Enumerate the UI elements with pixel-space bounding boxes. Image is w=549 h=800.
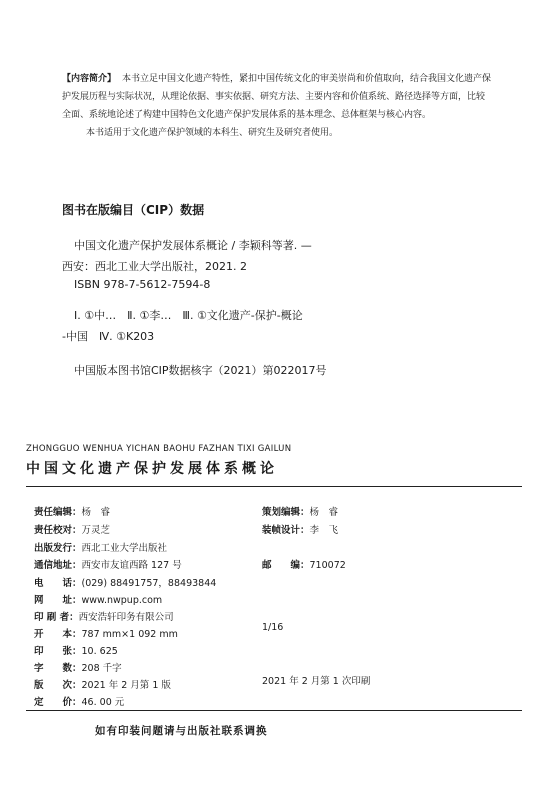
sheets-label: 印 张： <box>34 646 82 657</box>
edition-value: 2021 年 2 月第 1 版 <box>81 680 171 691</box>
web-label: 网 址： <box>34 595 82 606</box>
planner-value: 杨 睿 <box>309 507 339 518</box>
sheets-value: 10. 625 <box>81 646 118 657</box>
designer-row <box>262 518 338 537</box>
printer-value: 西安浩轩印务有限公司 <box>78 612 174 623</box>
title-rule <box>26 486 522 487</box>
postcode-label: 邮 编： <box>262 560 310 571</box>
cip-line-4: Ⅰ. ①中… Ⅱ. ①李… Ⅲ. ①文化遗产-保护-概论 <box>74 309 303 322</box>
address-value: 西安市友谊西路 127 号 <box>81 560 182 571</box>
cip-line-2: 西安：西北工业大学出版社，2021. 2 <box>62 260 247 273</box>
address-label: 通信地址： <box>34 560 82 571</box>
web-value: www.nwpup.com <box>81 595 163 606</box>
phone-value: (029) 88491757，88493844 <box>81 578 217 589</box>
cip-heading: 图书在版编目（CIP）数据 <box>62 203 205 217</box>
price-label: 定 价： <box>34 697 82 708</box>
phone-label: 电 话： <box>34 578 82 589</box>
summary-paragraph-2: 本书适用于文化遗产保护领域的本科生、研究生及研究者使用。 <box>86 128 339 138</box>
cip-line-5: -中国 Ⅳ. ①K203 <box>62 330 155 343</box>
pinyin-title: ZHONGGUO WENHUA YICHAN BAOHU FAZHAN TIXI GAILUN <box>26 444 292 454</box>
proof-label: 责任校对： <box>34 525 82 536</box>
words-value: 208 千字 <box>81 663 122 674</box>
edition-label: 版 次： <box>34 680 82 691</box>
designer-label: 装帧设计： <box>262 525 310 536</box>
footer-note: 如有印装问题请与出版社联系调换 <box>95 725 268 737</box>
proof-row <box>34 518 110 537</box>
postcode-value: 710072 <box>309 560 346 571</box>
planner-label: 策划编辑： <box>262 507 310 518</box>
address-row <box>34 553 182 572</box>
editor-value: 杨 睿 <box>81 507 111 518</box>
planner-row <box>262 500 338 519</box>
editor-row <box>34 500 110 519</box>
cip-isbn: ISBN 978-7-5612-7594-8 <box>74 278 211 291</box>
publisher-value: 西北工业大学出版社 <box>81 543 168 554</box>
designer-value: 李 飞 <box>309 525 339 536</box>
content-summary <box>62 70 492 142</box>
printer-label: 印 刷 者： <box>34 612 79 623</box>
editor-label: 责任编辑： <box>34 507 82 518</box>
summary-tag: 【内容简介】 <box>62 74 117 84</box>
publisher-label: 出版发行： <box>34 543 82 554</box>
price-row <box>34 690 124 709</box>
cip-line-1: 中国文化遗产保护发展体系概论 / 李颖科等著. — <box>74 239 312 252</box>
postcode-row <box>262 553 346 572</box>
price-value: 46. 00 元 <box>81 697 125 708</box>
bottom-rule <box>26 710 522 711</box>
printing-value: 2021 年 2 月第 1 次印刷 <box>262 676 371 687</box>
format-label: 开 本： <box>34 629 82 640</box>
proof-value: 万灵芝 <box>81 525 111 536</box>
words-label: 字 数： <box>34 663 82 674</box>
format-fraction: 1/16 <box>262 622 284 633</box>
summary-text-1: 本书立足中国文化遗产特性，紧扣中国传统文化的审美崇尚和价值取向，结合我国文化遗产保护发展历程与实际状况，从理论依据、事实依据、研究方法、主要内容和价值系统、路径选择等方面，比较全面、系统地论述了构建中国特色文化遗产保护发展体系的基本理念、总体框架与核心内容。 <box>62 74 492 120</box>
book-title: 中国文化遗产保护发展体系概论 <box>26 461 278 477</box>
format-value: 787 mm×1 092 mm <box>81 629 178 640</box>
summary-paragraph-1 <box>62 70 492 124</box>
cip-record-number: 中国版本图书馆CIP数据核字（2021）第022017号 <box>74 364 327 377</box>
